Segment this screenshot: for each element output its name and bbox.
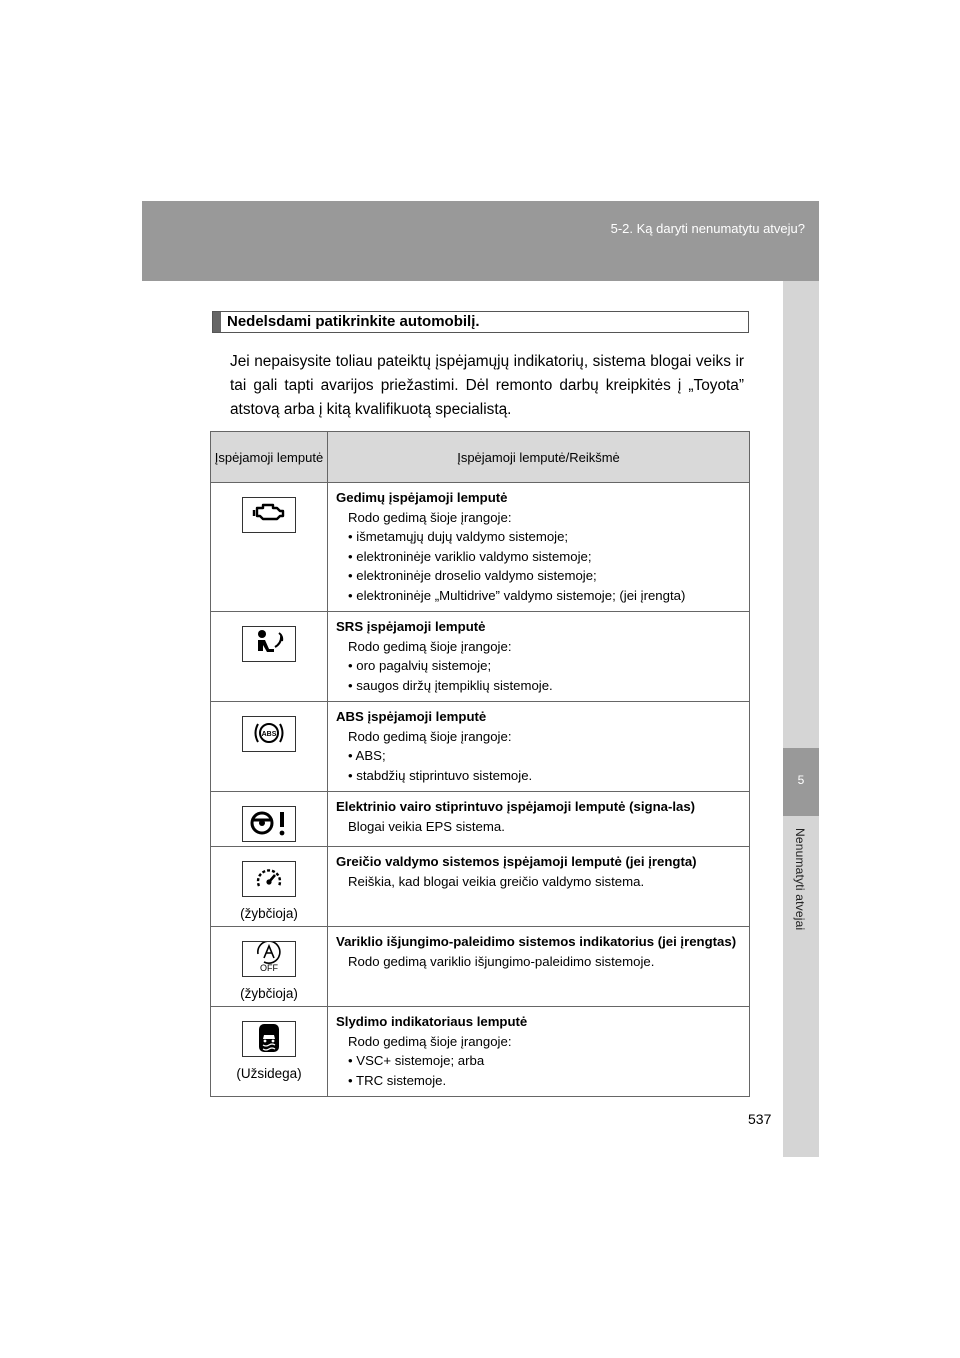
table-header-row xyxy=(211,432,750,483)
abs-icon xyxy=(242,716,296,752)
cruise-control-icon xyxy=(242,861,296,897)
indicator-description-line: • VSC+ sistemoje; arba xyxy=(348,1053,485,1068)
indicator-description-line: Blogai veikia EPS sistema. xyxy=(348,818,505,834)
check-engine-icon xyxy=(242,497,296,533)
indicator-title: Gedimų įspėjamoji lemputė xyxy=(336,490,508,505)
meaning-cell xyxy=(328,483,750,612)
heading-bar xyxy=(213,312,221,332)
section-heading xyxy=(212,311,749,333)
table-row xyxy=(211,1007,750,1097)
chapter-number-tab xyxy=(783,748,819,816)
indicator-description-line: Rodo gedimą šioje įrangoje: xyxy=(348,1033,512,1049)
indicator-note: (žybčioja) xyxy=(240,986,298,1001)
indicator-note: (žybčioja) xyxy=(240,906,298,921)
indicator-description-line: • saugos diržų įtempiklių sistemoje. xyxy=(348,677,553,693)
indicator-description-line: • TRC sistemoje. xyxy=(348,1072,447,1088)
indicator-description-line: • elektroninėje „Multidrive” valdymo sistemoje; (jei įrengta) xyxy=(348,587,686,603)
indicator-cell xyxy=(211,483,328,612)
indicator-title: Variklio išjungimo-paleidimo sistemos indikatorius (jei įrengtas) xyxy=(336,934,737,949)
indicator-description-line: Rodo gedimą šioje įrangoje: xyxy=(348,509,512,525)
table-row xyxy=(211,483,750,612)
indicator-description-line: • stabdžių stiprintuvo sistemoje. xyxy=(348,767,533,783)
indicator-cell xyxy=(211,702,328,792)
meaning-cell xyxy=(328,612,750,702)
indicator-cell xyxy=(211,927,328,1007)
indicator-description-line: • oro pagalvių sistemoje; xyxy=(348,658,492,673)
indicator-cell xyxy=(211,1007,328,1097)
running-header: 5-2. Ką daryti nenumatytu atveju? xyxy=(610,221,805,236)
table-row xyxy=(211,792,750,847)
intro-paragraph: Jei nepaisysite toliau pateiktų įspėjamųjų indikatorių, sistema blogai veiks ir tai gali tapti avarijos priežastimi. Dėl remonto darbų kreipkitės į „Toyota” atstovą arba į kitą kvalifikuotą specialistą. xyxy=(230,353,744,418)
meaning-cell xyxy=(328,1007,750,1097)
stop-start-off-icon xyxy=(242,941,296,977)
meaning-cell xyxy=(328,847,750,927)
indicator-description-line: • elektroninėje variklio valdymo sistemoje; xyxy=(348,548,592,564)
indicator-note: (Užsidega) xyxy=(236,1066,302,1081)
meaning-cell xyxy=(328,792,750,847)
indicator-description-line: • išmetamųjų dujų valdymo sistemoje; xyxy=(348,529,569,544)
indicator-title: ABS įspėjamoji lemputė xyxy=(336,709,487,724)
section-title: Nedelsdami patikrinkite automobilį. xyxy=(227,313,480,330)
table-row xyxy=(211,702,750,792)
header-band xyxy=(142,201,819,281)
page-number: 537 xyxy=(748,1111,772,1127)
slip-indicator-icon xyxy=(242,1021,296,1057)
table-row xyxy=(211,612,750,702)
chapter-label: Nenumatyti atvejai xyxy=(793,828,807,931)
indicator-title: Greičio valdymo sistemos įspėjamoji lemputė (jei įrengta) xyxy=(336,854,697,869)
indicator-cell xyxy=(211,847,328,927)
icon-label: OFF xyxy=(260,963,278,972)
warning-lights-table xyxy=(210,431,750,1097)
meaning-cell xyxy=(328,927,750,1007)
indicator-title: Elektrinio vairo stiprintuvo įspėjamoji lemputė (signa-las) xyxy=(336,799,696,814)
table-row xyxy=(211,847,750,927)
power-steering-icon xyxy=(242,806,296,842)
column-header-light: Įspėjamoji lemputė xyxy=(211,432,328,483)
indicator-title: Slydimo indikatoriaus lemputė xyxy=(336,1014,528,1029)
chapter-side-tab xyxy=(783,281,819,1157)
srs-airbag-icon xyxy=(242,626,296,662)
indicator-description-line: Rodo gedimą šioje įrangoje: xyxy=(348,728,512,744)
indicator-description-line: • ABS; xyxy=(348,748,386,763)
column-header-meaning: Įspėjamoji lemputė/Reikšmė xyxy=(328,432,750,483)
meaning-cell xyxy=(328,702,750,792)
indicator-description-line: Rodo gedimą variklio išjungimo-paleidimo sistemoje. xyxy=(348,953,655,969)
indicator-description-line: • elektroninėje droselio valdymo sistemoje; xyxy=(348,568,597,583)
indicator-description-line: Reiškia, kad blogai veikia greičio valdymo sistema. xyxy=(348,873,645,889)
indicator-description-line: Rodo gedimą šioje įrangoje: xyxy=(348,638,512,654)
indicator-cell xyxy=(211,792,328,847)
chapter-number: 5 xyxy=(797,773,805,787)
table-row xyxy=(211,927,750,1007)
svg-text:ABS: ABS xyxy=(261,731,277,738)
indicator-title: SRS įspėjamoji lemputė xyxy=(336,619,486,634)
indicator-cell xyxy=(211,612,328,702)
